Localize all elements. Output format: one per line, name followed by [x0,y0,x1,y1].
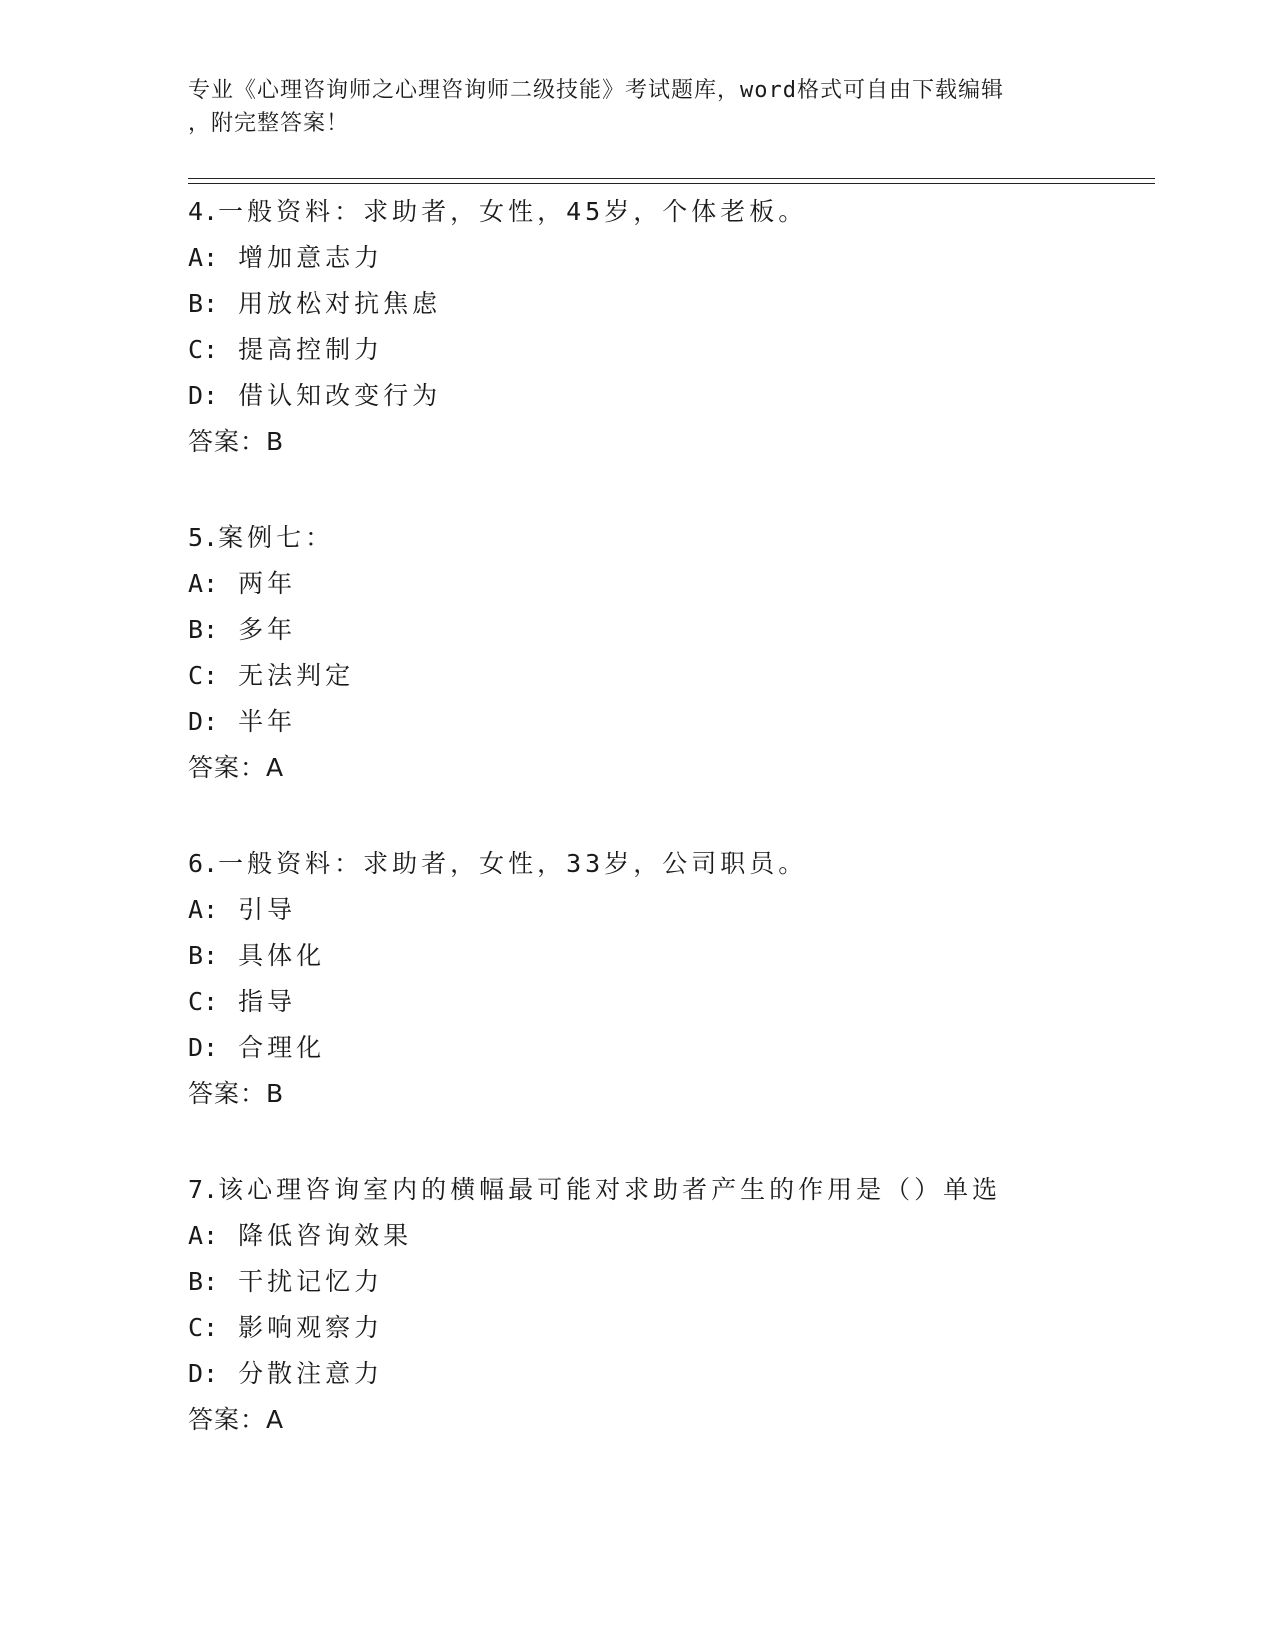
option-text: 具体化 [238,941,326,970]
option-key: A: [188,1221,219,1250]
option-b [188,607,1148,653]
option-c [188,979,1148,1025]
option-d [188,1351,1148,1397]
question-stem [188,515,1148,561]
question-stem [188,189,1148,235]
question-number: 5. [188,523,219,552]
question-stem [188,1167,1148,1213]
answer-line: 答案：A [188,1405,285,1434]
question-list [188,189,1148,1443]
option-key: C: [188,335,219,364]
option-key: B: [188,615,219,644]
option-c [188,1305,1148,1351]
option-a [188,235,1148,281]
option-key: C: [188,1313,219,1342]
question-text: 一般资料：求助者，女性，33岁，公司职员。 [218,849,808,878]
option-c [188,327,1148,373]
option-text: 用放松对抗焦虑 [238,289,442,318]
option-text: 合理化 [238,1033,326,1062]
option-key: D: [188,1359,219,1388]
document-header [188,74,1068,140]
option-key: C: [188,661,219,690]
option-text: 引导 [238,895,297,924]
option-text: 降低咨询效果 [238,1221,413,1250]
option-text: 增加意志力 [238,243,384,272]
option-key: D: [188,1033,219,1062]
option-text: 多年 [238,615,297,644]
option-key: D: [188,707,219,736]
question-number: 4. [188,197,219,226]
option-text: 指导 [238,987,297,1016]
option-text: 半年 [238,707,297,736]
answer-line: 答案：B [188,427,285,456]
option-text: 干扰记忆力 [238,1267,384,1296]
option-text: 影响观察力 [238,1313,384,1342]
question-7 [188,1167,1148,1443]
header-line-1: 专业《心理咨询师之心理咨询师二级技能》考试题库，word格式可自由下载编辑 [188,78,1004,103]
option-key: B: [188,289,219,318]
header-divider-bottom [188,183,1155,184]
question-stem [188,841,1148,887]
question-5 [188,515,1148,791]
question-6 [188,841,1148,1117]
option-key: A: [188,569,219,598]
option-text: 提高控制力 [238,335,384,364]
question-number: 7. [188,1175,219,1204]
question-4 [188,189,1148,465]
option-d [188,373,1148,419]
option-key: A: [188,895,219,924]
option-d [188,1025,1148,1071]
option-a [188,1213,1148,1259]
option-a [188,887,1148,933]
option-text: 两年 [238,569,297,598]
option-text: 借认知改变行为 [238,381,442,410]
answer-line: 答案：B [188,1079,285,1108]
header-line-2: ，附完整答案！ [188,111,350,136]
option-b [188,933,1148,979]
header-divider-top [188,178,1155,179]
question-text: 该心理咨询室内的横幅最可能对求助者产生的作用是（）单选 [218,1175,1002,1204]
option-b [188,281,1148,327]
option-key: D: [188,381,219,410]
option-c [188,653,1148,699]
question-number: 6. [188,849,219,878]
option-key: B: [188,1267,219,1296]
option-text: 分散注意力 [238,1359,384,1388]
option-a [188,561,1148,607]
option-key: A: [188,243,219,272]
option-d [188,699,1148,745]
question-text: 一般资料：求助者，女性，45岁，个体老板。 [218,197,808,226]
option-key: B: [188,941,219,970]
question-text: 案例七： [218,523,335,552]
answer-line: 答案：A [188,753,285,782]
option-b [188,1259,1148,1305]
option-key: C: [188,987,219,1016]
option-text: 无法判定 [238,661,355,690]
